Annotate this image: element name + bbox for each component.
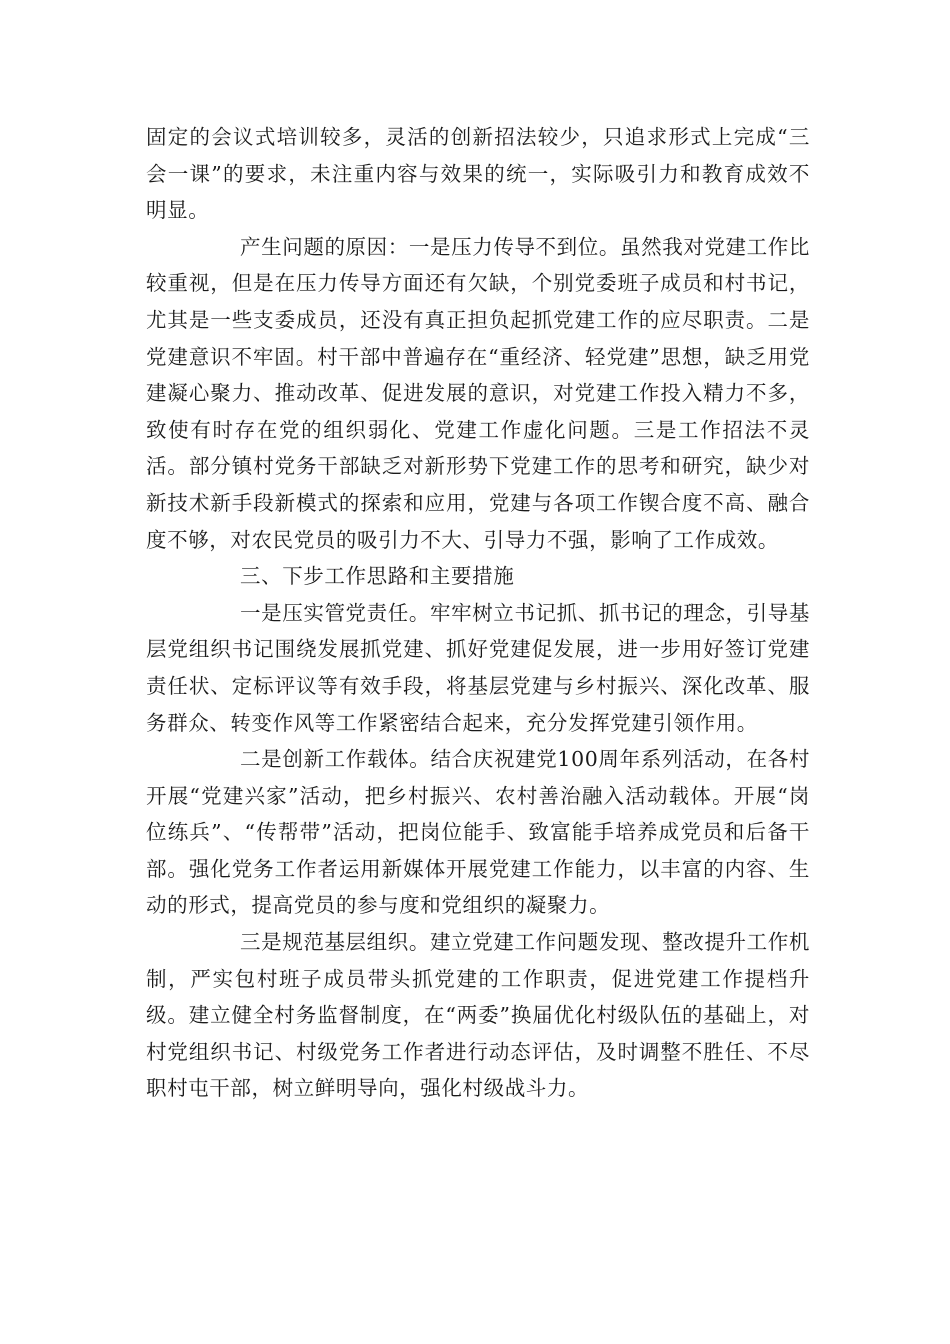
section-heading: 三、下步工作思路和主要措施 [240,564,515,589]
paragraph-continuation: 固定的会议式培训较多，灵活的创新招法较少，只追求形式上完成“三会一课”的要求，未注重内容与效果的统一，实际吸引力和教育成效不明显。 [146,125,810,223]
paragraph-measure-1: 一是压实管党责任。牢牢树立书记抓、抓书记的理念，引导基层党组织书记围绕发展抓党建、抓好党建促发展，进一步用好签订党建责任状、定标评议等有效手段，将基层党建与乡村振兴、深化改革、服务群众、转变作风等工作紧密结合起来，充分发挥党建引领作用。 [146,600,810,735]
paragraph-problem-causes: 产生问题的原因：一是压力传导不到位。虽然我对党建工作比较重视，但是在压力传导方面还有欠缺，个别党委班子成员和村书记，尤其是一些支委成员，还没有真正担负起抓党建工作的应尽职责。二是党建意识不牢固。村干部中普遍存在“重经济、轻党建”思想，缺乏用党建凝心聚力、推动改革、促进发展的意识，对党建工作投入精力不多，致使有时存在党的组织弱化、党建工作虚化问题。三是工作招法不灵活。部分镇村党务干部缺乏对新形势下党建工作的思考和研究，缺少对新技术新手段新模式的探索和应用，党建与各项工作锲合度不高、融合度不够，对农民党员的吸引力不大、引导力不强，影响了工作成效。 [146,234,810,552]
paragraph-measure-3: 三是规范基层组织。建立党建工作问题发现、整改提升工作机制，严实包村班子成员带头抓党建的工作职责，促进党建工作提档升级。建立健全村务监督制度，在“两委”换届优化村级队伍的基础上，对村党组织书记、村级党务工作者进行动态评估，及时调整不胜任、不尽职村屯干部，树立鲜明导向，强化村级战斗力。 [146,930,810,1101]
document-body [146,119,810,1107]
paragraph-measure-2: 二是创新工作载体。结合庆祝建党100周年系列活动，在各村开展“党建兴家”活动，把乡村振兴、农村善治融入活动载体。开展“岗位练兵”、“传帮带”活动，把岗位能手、致富能手培养成党员和后备干部。强化党务工作者运用新媒体开展党建工作能力，以丰富的内容、生动的形式，提高党员的参与度和党组织的凝聚力。 [146,747,810,918]
